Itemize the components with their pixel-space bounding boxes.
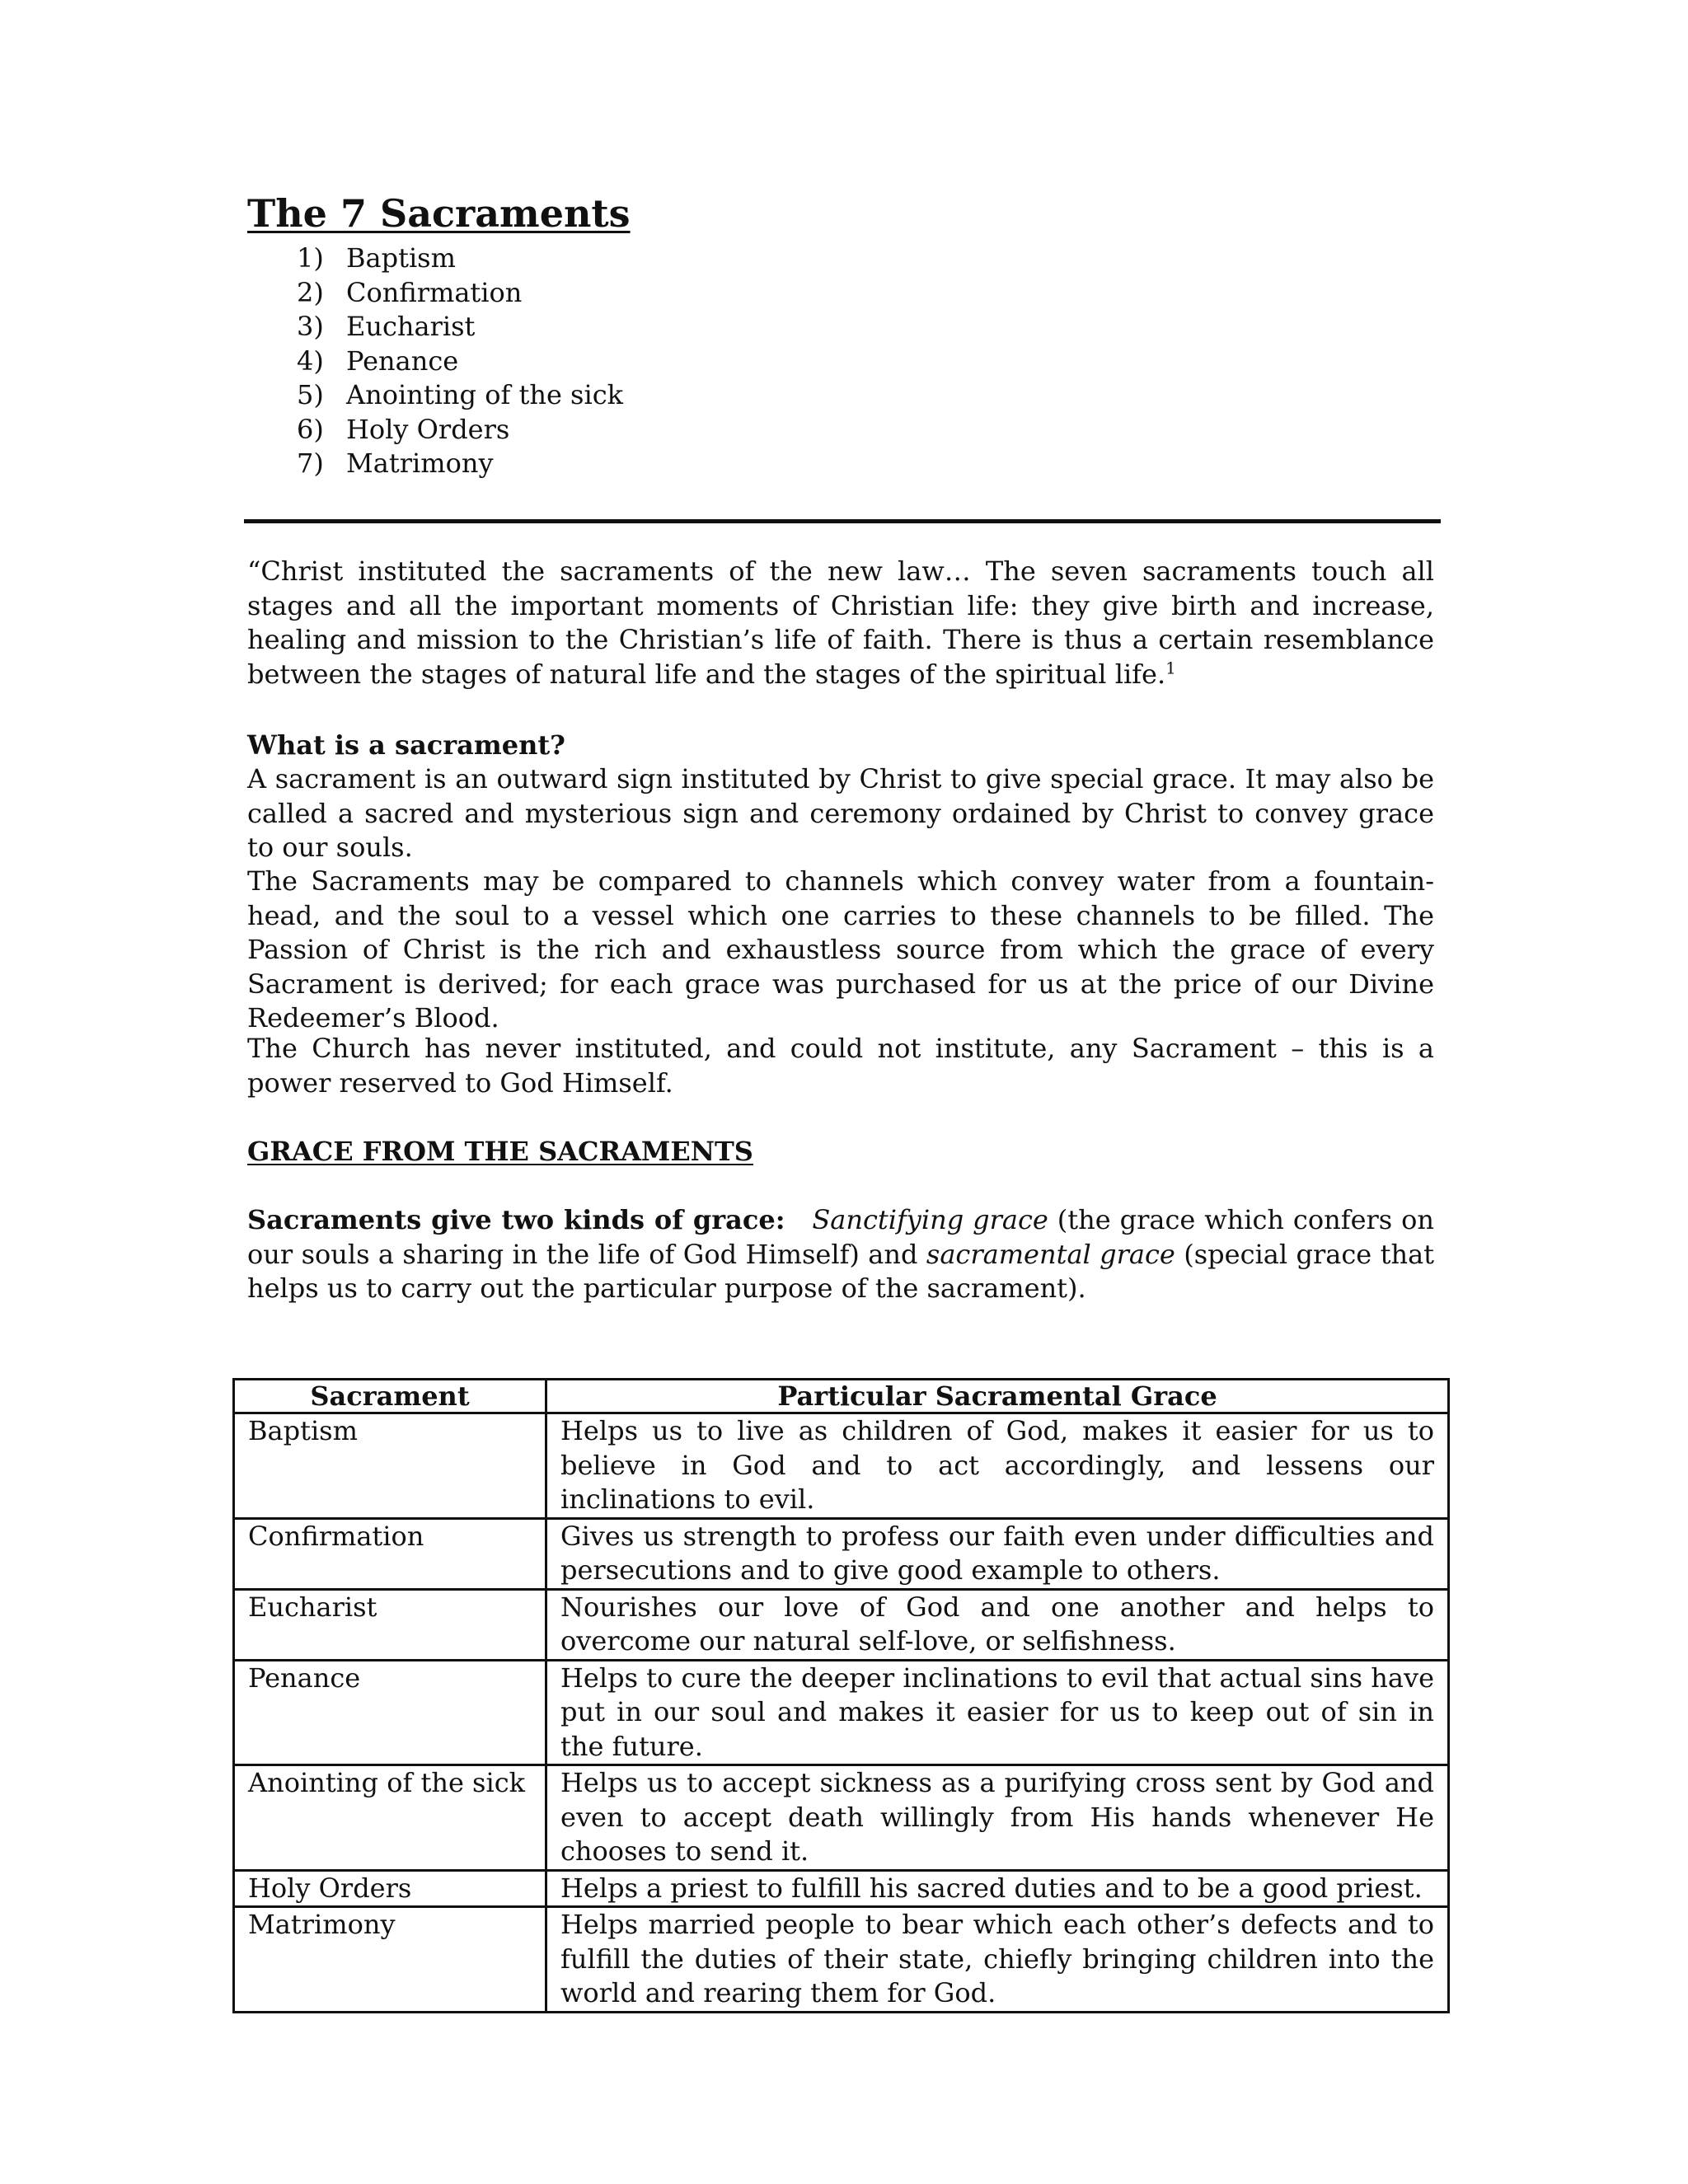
list-label: Anointing of the sick	[346, 379, 624, 410]
list-item	[297, 276, 623, 311]
sacrament-cell: Matrimony	[234, 1907, 546, 2013]
table-row	[234, 1660, 1449, 1765]
sanctifying-grace-term: Sanctifying grace	[812, 1204, 1048, 1235]
sacramental-grace-term: sacramental grace	[926, 1238, 1175, 1270]
list-item	[297, 378, 623, 413]
what-is-paragraph: A sacrament is an outward sign instituted by Christ to give special grace. It may also be called a sacred and mysterious sign and ceremony ordained by Christ to convey grace to our souls.	[247, 763, 1434, 863]
sacrament-cell: Confirmation	[234, 1518, 546, 1589]
sacrament-cell: Penance	[234, 1660, 546, 1765]
sacrament-cell: Holy Orders	[234, 1870, 546, 1907]
list-item	[297, 241, 623, 276]
sacramental-grace-desc: (special grace that helps us to carry out the particular purpose of the sacrament).	[247, 1238, 1435, 1304]
page-title: The 7 Sacraments	[247, 191, 631, 236]
table-row	[234, 1518, 1449, 1589]
sacrament-cell: Baptism	[234, 1413, 546, 1519]
list-label: Confirmation	[346, 276, 523, 308]
table-header-row	[234, 1380, 1449, 1413]
grace-cell: Helps to cure the deeper inclinations to evil that actual sins have put in our soul and makes it easier for us to keep out of sin in the future.	[546, 1660, 1449, 1765]
list-item	[297, 447, 623, 481]
table-row	[234, 1907, 1449, 2013]
column-header-sacrament: Sacrament	[234, 1380, 546, 1413]
sacramental-grace-table	[232, 1378, 1450, 2013]
sanctifying-grace-desc: (the grace which confers on our souls a sharing in the life of God Himself) and	[247, 1204, 1435, 1270]
what-is-heading: What is a sacrament?	[247, 729, 565, 761]
grace-cell: Helps married people to bear which each other’s defects and to fulfill the duties of their state, chiefly bringing children into the world and rearing them for God.	[546, 1907, 1449, 2013]
horizontal-divider	[244, 519, 1441, 523]
list-number: 1)	[297, 242, 324, 274]
table-row	[234, 1413, 1449, 1519]
table-row	[234, 1870, 1449, 1907]
quote-paragraph	[247, 555, 1434, 691]
list-number: 5)	[297, 379, 324, 410]
list-item	[297, 310, 623, 344]
list-item	[297, 344, 623, 379]
grace-heading: GRACE FROM THE SACRAMENTS	[247, 1136, 753, 1167]
list-label: Baptism	[346, 242, 456, 274]
sacrament-cell: Eucharist	[234, 1589, 546, 1660]
list-number: 6)	[297, 413, 324, 445]
list-label: Matrimony	[346, 448, 494, 479]
list-label: Penance	[346, 344, 459, 377]
list-number: 4)	[297, 344, 324, 377]
sacrament-cell: Anointing of the sick	[234, 1765, 546, 1871]
grace-cell: Helps us to accept sickness as a purifying cross sent by God and even to accept death willingly from His hands whenever He chooses to send it.	[546, 1765, 1449, 1871]
sacrament-list	[297, 241, 623, 481]
grace-cell: Gives us strength to profess our faith even under difficulties and persecutions and to give good example to others.	[546, 1518, 1449, 1589]
list-label: Holy Orders	[346, 413, 510, 445]
table-row	[234, 1765, 1449, 1871]
grace-cell: Helps us to live as children of God, makes it easier for us to believe in God and to act accordingly, and lessens our inclinations to evil.	[546, 1413, 1449, 1519]
two-kinds-lead: Sacraments give two kinds of grace:	[247, 1204, 785, 1235]
column-header-grace: Particular Sacramental Grace	[546, 1380, 1449, 1413]
channels-paragraph: The Sacraments may be compared to channels which convey water from a fountain-head, and the soul to a vessel which one carries to these channels to be filled. The Passion of Christ is the rich and exhaustless source from which the grace of every Sacrament is derived; for each grace was purchased for us at the price of our Divine Redeemer’s Blood.	[247, 865, 1434, 1033]
list-number: 2)	[297, 276, 324, 308]
quote-text: “Christ instituted the sacraments of the new law… The seven sacraments touch all stages and all the important moments of Christian life: they give birth and increase, healing and mission to the Christian’s life of faith. There is thus a certain resemblance between the stages of natural life and the stages of the spiritual life.	[247, 555, 1434, 690]
grace-cell: Helps a priest to fulfill his sacred duties and to be a good priest.	[546, 1870, 1449, 1907]
table-row	[234, 1589, 1449, 1660]
list-number: 3)	[297, 311, 324, 342]
grace-cell: Nourishes our love of God and one another and helps to overcome our natural self-love, or selfishness.	[546, 1589, 1449, 1660]
list-label: Eucharist	[346, 311, 476, 342]
list-number: 7)	[297, 448, 324, 479]
footnote-marker: 1	[1165, 657, 1176, 677]
two-kinds-paragraph	[247, 1203, 1434, 1306]
church-paragraph: The Church has never instituted, and could not institute, any Sacrament – this is a power reserved to God Himself.	[247, 1033, 1434, 1099]
list-item	[297, 413, 623, 448]
